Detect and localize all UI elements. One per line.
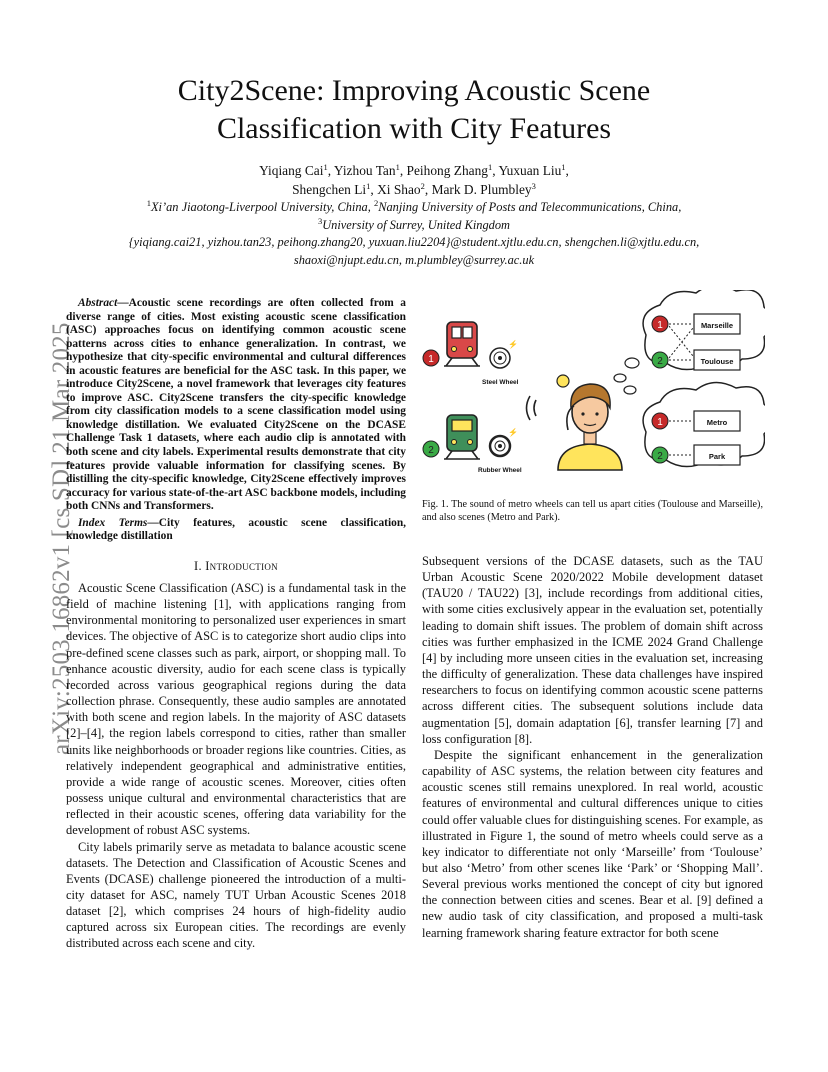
city-box-marseille bbox=[694, 314, 740, 334]
author-name: Xi Shao bbox=[377, 181, 421, 197]
right-paragraph-2: Despite the significant enhancement in the generalization capability of ASC systems, the relation between city features and acoustic scenes still remains unexplored. In real world, acoustic features of environmental and cultural differences unique to cities could offer valuable clues for distinguishing scenes. For example, as illustrated in Figure 1, the sound of metro wheels could serve as a key indicator to differentiate not only ‘Marseille’ from ‘Toulouse’ but also ‘Metro’ from other scenes like ‘Park’ or ‘Shopping Mall’. Several previous works mentioned the concept of city but ignored the connection between cities and scenes. Bear et al. [9] defined a new audio task of city classification, and proposed a multi-task learning framework sharing feature extractor for both scene bbox=[422, 747, 763, 940]
right-column bbox=[422, 553, 763, 941]
author-name: Mark D. Plumbley bbox=[431, 181, 532, 197]
affil-mark: 1 bbox=[146, 198, 151, 208]
thought-bubble-dots bbox=[614, 358, 639, 394]
author-affil-mark: 2 bbox=[420, 180, 425, 191]
abstract bbox=[66, 297, 406, 514]
svg-text:⚡: ⚡ bbox=[508, 340, 518, 349]
author-list bbox=[60, 162, 768, 199]
green-train-icon bbox=[444, 415, 480, 459]
affiliation-line-2 bbox=[60, 217, 768, 235]
affiliation-text: Xi’an Jiaotong-Liverpool University, China, bbox=[150, 200, 374, 214]
email-line-1: {yiqiang.cai21, yizhou.tan23, peihong.zhang20, yuxuan.liu2204}@student.xjtlu.edu.cn, shengchen.li@xjtlu.edu.cn, bbox=[128, 235, 700, 249]
arxiv-identifier bbox=[18, 285, 75, 755]
badge-2-scenes bbox=[652, 447, 668, 463]
rubber-wheel-icon bbox=[490, 427, 518, 456]
author-name: Yuxuan Liu bbox=[498, 163, 562, 178]
index-terms-label: Index Terms bbox=[78, 516, 148, 529]
steel-wheel-icon bbox=[490, 339, 518, 368]
affiliation-line-1 bbox=[60, 199, 768, 217]
badge-1-left bbox=[423, 350, 439, 366]
city-label: Marseille bbox=[700, 321, 734, 330]
affiliations bbox=[60, 199, 768, 269]
author-name: Peihong Zhang bbox=[406, 163, 488, 178]
listening-person-icon bbox=[527, 375, 623, 470]
author-affil-mark: 3 bbox=[531, 180, 536, 191]
intro-paragraph-1: Acoustic Scene Classification (ASC) is a fundamental task in the field of machine listening [1], with applications ranging from environmental monitoring to personalized user experiences in smart devices. The objective of ASC is to categorize short audio clips into pre-defined scene classes such as park, airport, or shopping mall. To enhance acoustic diversity, audio for each scene class is typically recorded across various geographical regions during the data collection phrase. Consequently, these audio samples are annotated with both scene and region labels. In the majority of ASC datasets [2]–[4], the region labels correspond to cities, rather than smaller units like neighborhoods or broader regions like countries. Cities, as relatively independent geographical and administrative entities, provide a wide range of acoustic scenes. Moreover, cities often possess unique cultural and environmental characteristics that are reflected in their acoustic scenes, offering data variability for the development of robust ASC systems. bbox=[66, 581, 406, 838]
author-affil-mark: 1 bbox=[323, 162, 328, 172]
author-name: Shengchen Li bbox=[292, 181, 367, 197]
author-name: Yiqiang Cai bbox=[259, 163, 324, 178]
svg-text:⚡: ⚡ bbox=[508, 428, 518, 437]
left-column bbox=[66, 297, 406, 952]
badge-1-cities bbox=[652, 316, 668, 332]
figure-1-illustration bbox=[420, 290, 765, 482]
city-label: Toulouse bbox=[700, 357, 734, 366]
author-affil-mark: 1 bbox=[366, 180, 371, 191]
title-line-1: City2Scene: Improving Acoustic Scene bbox=[177, 74, 651, 107]
scene-label: Park bbox=[708, 452, 726, 461]
affiliation-text: Nanjing University of Posts and Telecommunications, China, bbox=[378, 200, 682, 214]
abstract-label: Abstract bbox=[78, 297, 118, 309]
figure-1-caption: Fig. 1. The sound of metro wheels can tell us apart cities (Toulouse and Marseille), and also scenes (Metro and Park). bbox=[422, 499, 763, 523]
scene-box-metro bbox=[694, 411, 740, 431]
author-affil-mark: 1 bbox=[487, 162, 493, 172]
badge-1-scenes bbox=[652, 413, 668, 429]
affil-mark: 3 bbox=[317, 215, 323, 226]
badge-2-cities bbox=[652, 352, 668, 368]
author-line-1: Yiqiang Cai$^1$, Yizhou Tan$^1$, Peihong Zhang$^1$, Yuxuan Liu$^1$, bbox=[259, 162, 569, 178]
badge-2-left bbox=[423, 441, 439, 457]
author-affil-mark: 1 bbox=[561, 162, 566, 172]
city-box-toulouse bbox=[694, 350, 740, 370]
author-name: Yizhou Tan bbox=[333, 163, 396, 178]
affiliation-text: University of Surrey, United Kingdom bbox=[322, 217, 511, 232]
red-train-icon bbox=[444, 322, 480, 366]
section-number: I. bbox=[194, 558, 206, 573]
abstract-text: —Acoustic scene recordings are often collected from a diverse range of cities. Most existing acoustic scene classification (ASC) approaches focus on identifying common acoustic scene patterns across cities to enhance generalization. In contrast, we hypothesize that city-specific environmental and cultural differences in acoustic features are beneficial for the ASC task. In this paper, we introduce City2Scene, a novel framework that leverages city features to improve ASC. City2Scene transfers the city-specific knowledge from city classification models to a scene classification model using knowledge distillation. We evaluated City2Scene on the DCASE Challenge Task 1 datasets, where each audio clip is annotated with both scene and city labels. Experimental results demonstrate that city features provide valuable information for classifying scenes. By distilling the city-specific knowledge, City2Scene effectively improves accuracy for various state-of-the-art ASC backbone models, including both CNNs and Transformers. bbox=[66, 297, 406, 513]
badge-text: 1 bbox=[657, 320, 663, 331]
author-line-2: Shengchen Li$^1$, Xi Shao$^2$, Mark D. Plumbley$^3$ bbox=[292, 180, 536, 197]
scene-box-park bbox=[694, 445, 740, 465]
email-line-2: shaoxi@njupt.edu.cn, m.plumbley@surrey.ac.uk bbox=[293, 252, 535, 267]
badge-text: 2 bbox=[657, 356, 663, 367]
badge-text: 2 bbox=[657, 451, 663, 462]
badge-text: 1 bbox=[428, 354, 434, 365]
intro-paragraph-2: City labels primarily serve as metadata to balance acoustic scene datasets. The Detection and Classification of Acoustic Scenes and Events (DCASE) challenge pioneered the introduction of a multi-city dataset for ASC, namely TUT Urban Acoustic Scenes 2018 dataset [2], which comprises 24 hours of high-fidelity audio captured across six European cities. The recordings are evenly distributed across each scene and city. bbox=[66, 839, 406, 951]
affil-mark: 2 bbox=[373, 198, 379, 208]
scene-label: Metro bbox=[706, 418, 728, 427]
index-terms-text: —City features, acoustic scene classification, knowledge distillation bbox=[66, 516, 406, 543]
arxiv-identifier-text: arXiv:2503.16862v1 [cs.SD] 21 Mar 2025 bbox=[48, 322, 75, 755]
right-paragraph-1: Subsequent versions of the DCASE datasets, such as the TAU Urban Acoustic Scene 2020/2022 Mobile development dataset (TAU20 / TAU22) [3], include recordings from additional cities, with some cities exclusively appear in the evaluation set, potentially leading to domain shift issues. The problem of domain shift across cities was further emphasized in the ICME 2024 Grand Challenge [4] by including more unseen cities in the evaluation set, increasing the difficulty of generalization. These data challenges have inspired researchers to focus on identifying common acoustic scene patterns across different cities. The subsequent solutions include data augmentation [5], domain adaptation [6], transfer learning [7] and loss configuration [8]. bbox=[422, 554, 763, 746]
paper-title bbox=[60, 72, 768, 148]
author-affil-mark: 1 bbox=[395, 162, 400, 172]
figure-1 bbox=[420, 290, 765, 482]
section-title: Introduction bbox=[205, 558, 278, 573]
steel-wheel-label: Steel Wheel bbox=[482, 379, 519, 386]
badge-text: 2 bbox=[428, 445, 434, 456]
index-terms bbox=[66, 517, 406, 544]
section-heading-introduction bbox=[66, 558, 406, 574]
title-line-2: Classification with City Features bbox=[216, 112, 612, 145]
badge-text: 1 bbox=[657, 417, 663, 428]
rubber-wheel-label: Rubber Wheel bbox=[478, 467, 522, 474]
